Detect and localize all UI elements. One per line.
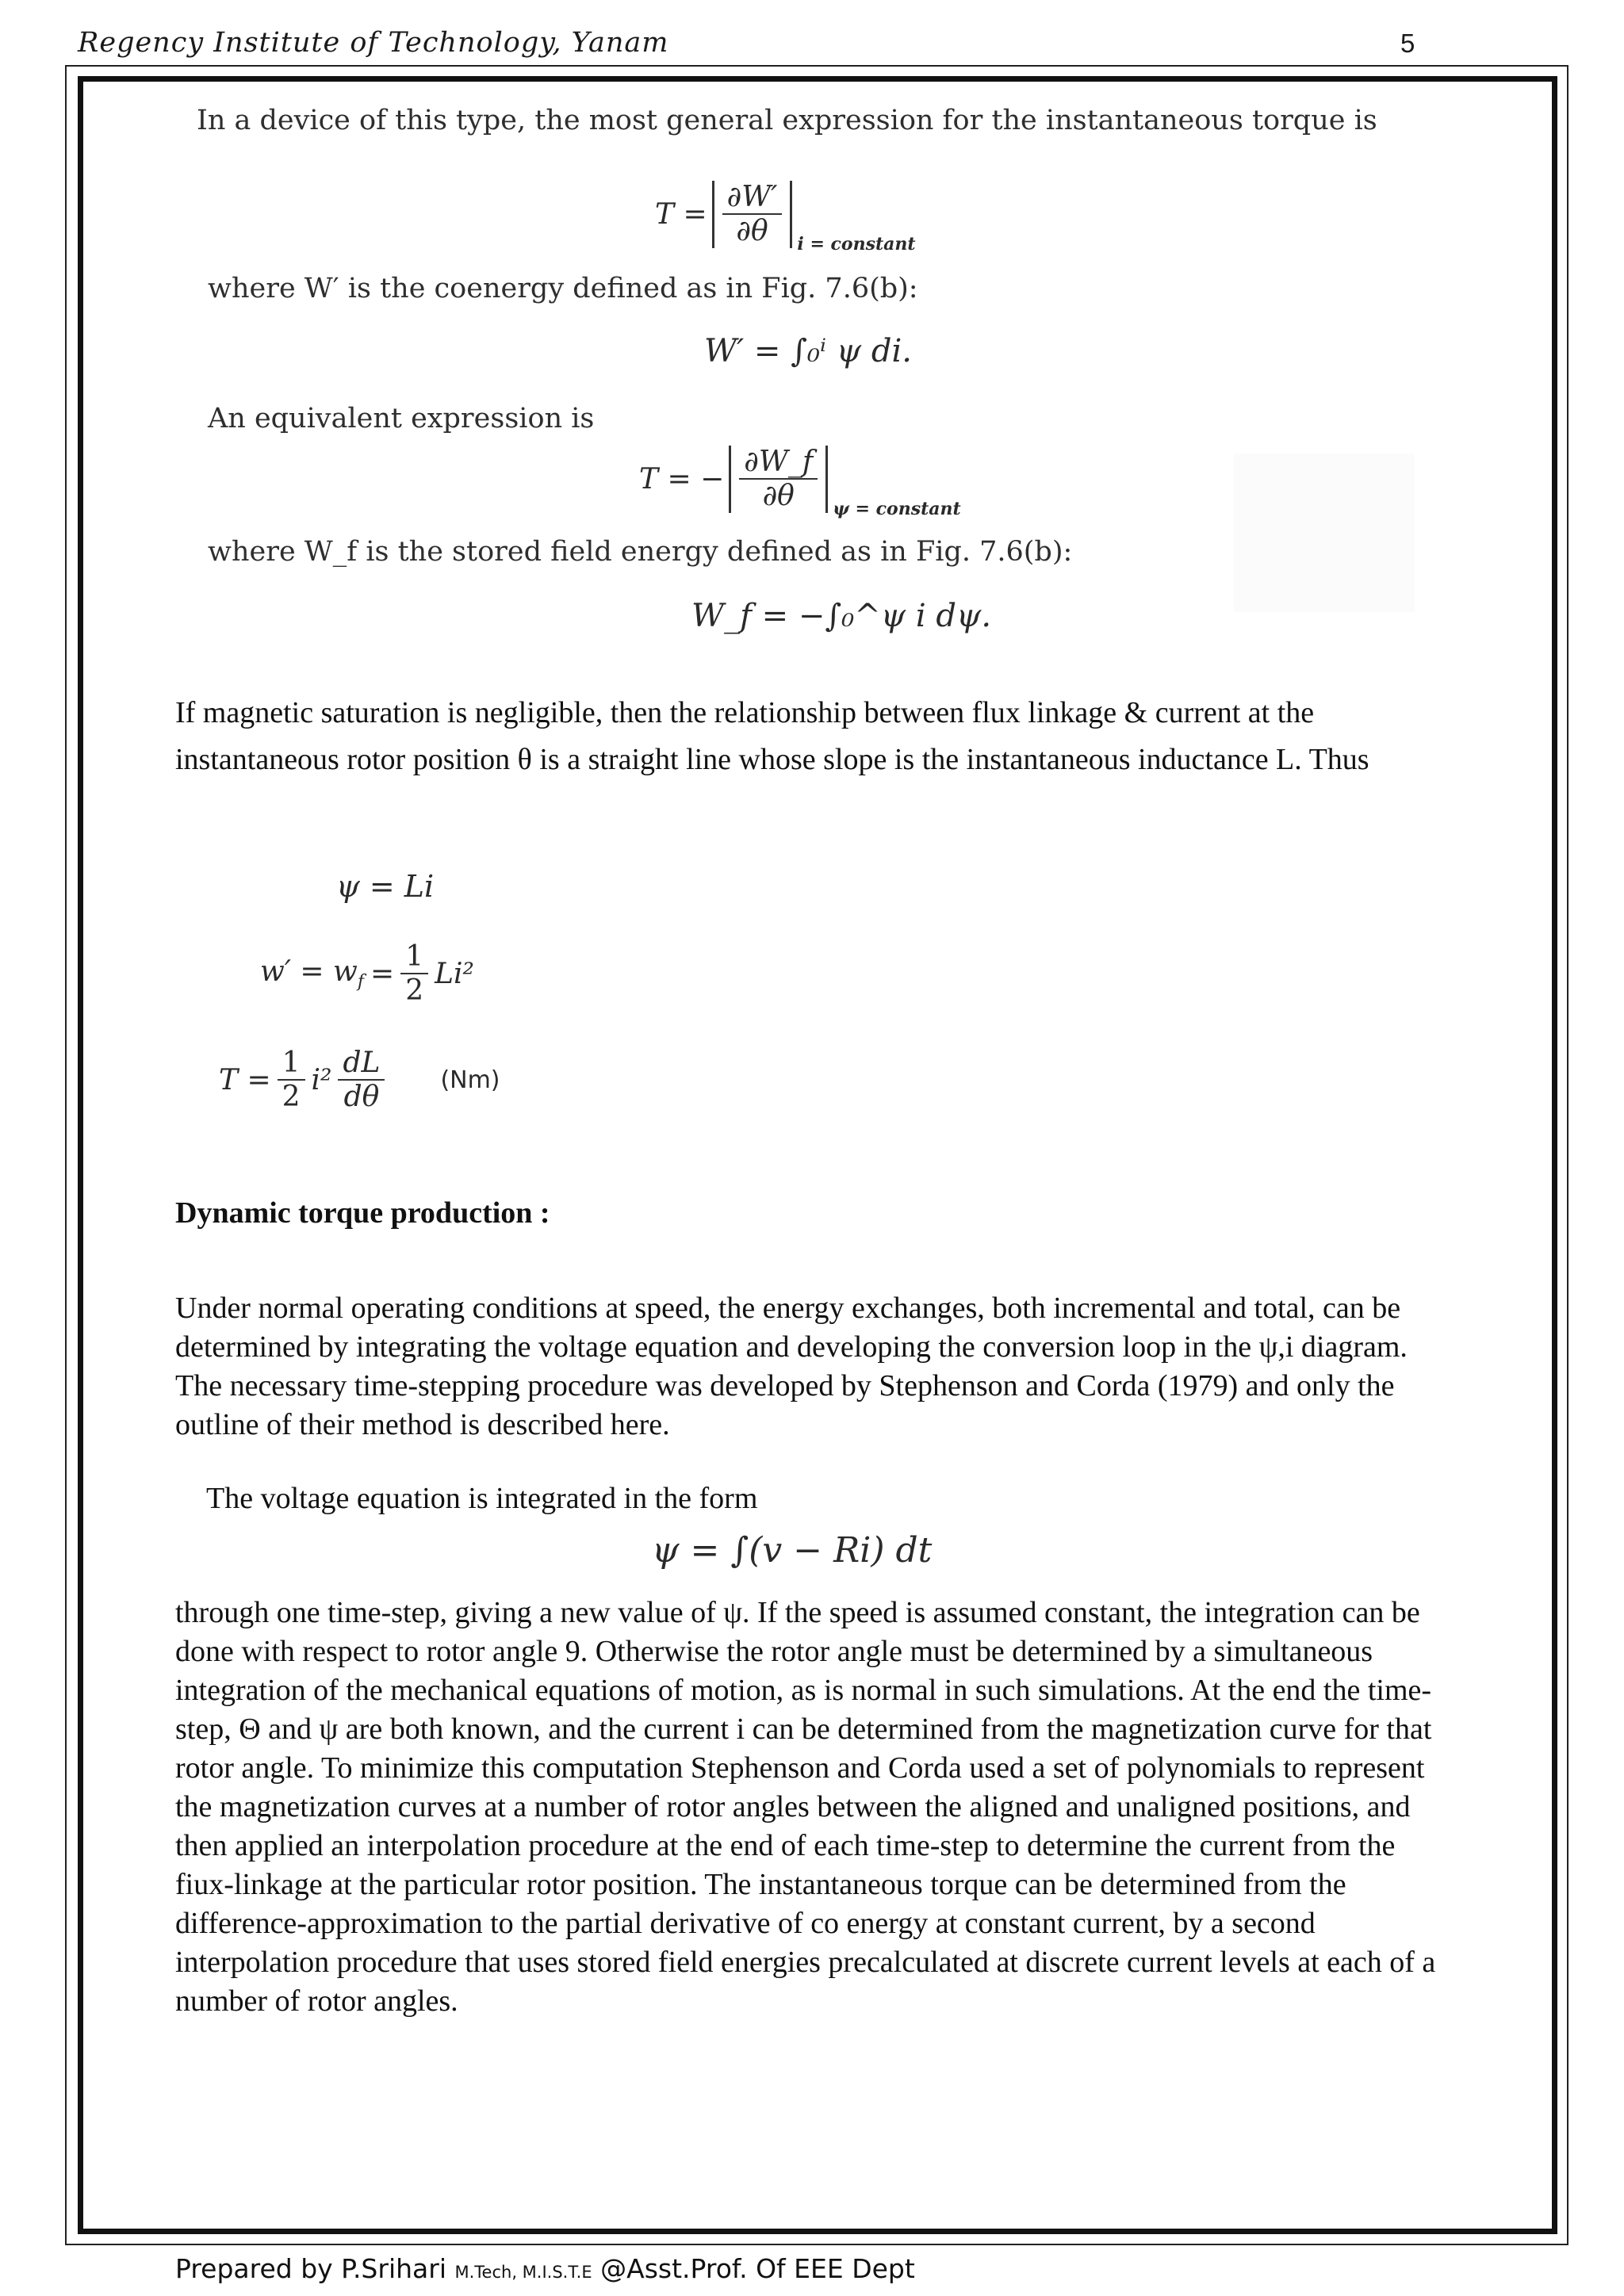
scan-artifact — [1234, 453, 1415, 612]
eq-w-denominator: 2 — [405, 974, 424, 1008]
eq-w-lhs: w′ = w — [260, 955, 358, 989]
paragraph-operating-conditions: Under normal operating conditions at speed, the energy exchanges, both incremental and total, can be determined by integrating the voltage equation and developing the conversion loop in the ψ,i diagram. The necessary time-stepping procedure was developed by Stephenson and Corda (1979) and only the outline of their method is described here. — [175, 1292, 1408, 1441]
footer-qualifications: M.Tech, M.I.S.T.E — [454, 2263, 592, 2282]
footer-role: @Asst.Prof. Of EEE Dept — [600, 2253, 915, 2284]
equation-torque-field-energy — [639, 446, 961, 519]
eq3-condition: ψ = constant — [833, 498, 961, 519]
scan-coenergy-text: where W′ is the coenergy defined as in Fig. 7.6(b): — [208, 273, 918, 304]
footer-credit — [175, 2253, 915, 2284]
section-heading-dynamic-torque: Dynamic torque production : — [175, 1196, 550, 1230]
equation-energy-li2 — [260, 940, 474, 1008]
footer-prepared: Prepared by P.Srihari — [175, 2253, 446, 2284]
eq-w-equals: = — [370, 957, 395, 990]
eq-T-num1: 1 — [278, 1047, 305, 1081]
eq1-denominator: ∂θ — [736, 215, 768, 248]
page-number: 5 — [1400, 29, 1415, 58]
equation-torque-coenergy — [655, 181, 916, 254]
eq3-lhs: T = − — [639, 462, 725, 496]
eq-T-lhs: T = — [219, 1063, 271, 1096]
equation-field-energy: W_f = −∫₀^ψ i dψ. — [691, 598, 992, 634]
equation-coenergy: W′ = ∫₀ⁱ ψ di. — [704, 333, 912, 369]
eq-w-rhs: Li² — [435, 957, 474, 990]
eq1-condition: i = constant — [797, 233, 916, 254]
scan-equivalent-text: An equivalent expression is — [208, 403, 595, 434]
eq-T-num2: dL — [338, 1047, 385, 1081]
eq-w-sub: f — [357, 972, 365, 993]
eq3-denominator: ∂θ — [762, 480, 795, 513]
eq3-numerator: ∂W_f — [739, 446, 818, 480]
scan-stored-text: where W_f is the stored field energy defined as in Fig. 7.6(b): — [208, 536, 1073, 568]
equation-flux-integral: ψ = ∫(v − Ri) dt — [652, 1530, 933, 1571]
eq-T-den2: dθ — [343, 1081, 380, 1114]
eq-T-den1: 2 — [282, 1081, 301, 1114]
eq-w-numerator: 1 — [400, 940, 428, 974]
equation-torque-inductance — [219, 1047, 500, 1114]
eq1-bracket — [712, 181, 793, 248]
eq-T-unit: (Nm) — [440, 1066, 500, 1094]
eq-T-i2: i² — [311, 1063, 332, 1096]
eq1-numerator: ∂W′ — [722, 181, 783, 215]
institution-header: Regency Institute of Technology, Yanam — [78, 27, 669, 59]
paragraph-voltage-equation: The voltage equation is integrated in the form — [206, 1482, 758, 1515]
eq1-lhs: T = — [655, 197, 707, 231]
eq3-bracket — [729, 446, 828, 513]
paragraph-time-step: through one time-step, giving a new value of ψ. If the speed is assumed constant, the integration can be done with respect to rotor angle 9. Otherwise the rotor angle must be determined by a simultaneous integration of the mechanical equations of motion, as is normal in such simulations. At the end the time-step, Θ and ψ are both known, and the current i can be determined from the magnetization curve for that rotor angle. To minimize this computation Stephenson and Corda used a set of polynomials to represent the magnetization curves at a number of rotor angles between the aligned and unaligned positions, and then applied an interpolation procedure at the end of each time-step to determine the current from the fiux-linkage at the particular rotor position. The instantaneous torque can be determined from the difference-approximation to the partial derivative of co energy at constant current, by a second interpolation procedure that uses stored field energies precalculated at discrete current levels at each of a number of rotor angles. — [175, 1596, 1436, 2018]
paragraph-saturation: If magnetic saturation is negligible, then the relationship between flux linkage & current at the instantaneous rotor position θ is a straight line whose slope is the instantaneous inductance L. Thus — [175, 696, 1369, 776]
equation-psi-li: ψ = Li — [336, 869, 435, 904]
scan-intro: In a device of this type, the most general expression for the instantaneous torque is — [197, 105, 1377, 136]
